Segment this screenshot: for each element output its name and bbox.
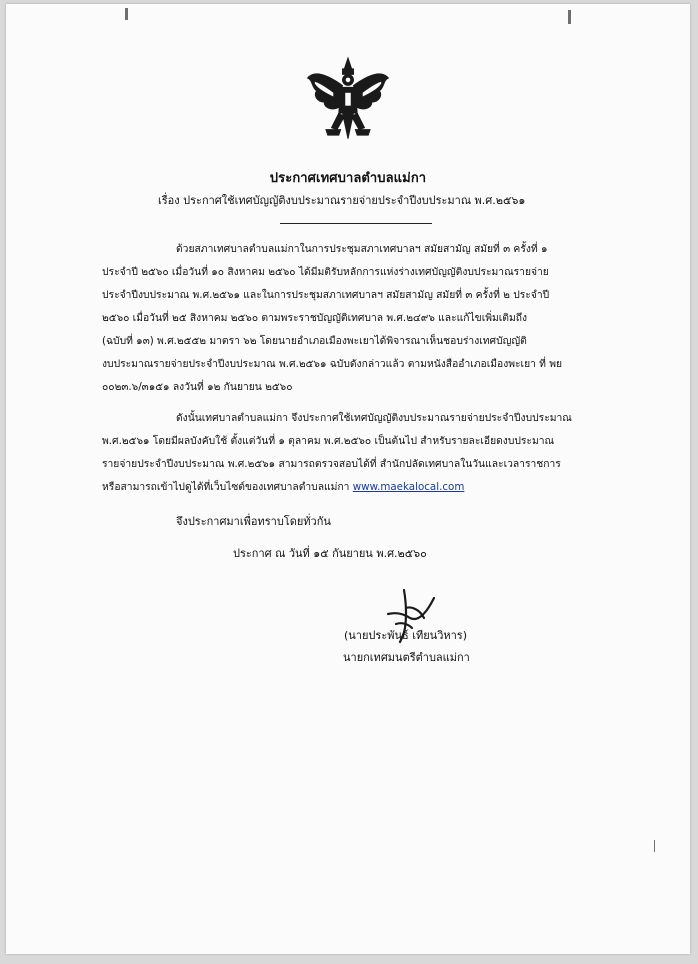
paragraph-line-text: หรือสามารถเข้าไปดูได้ที่เว็บไซต์ของเทศบาลตำบลแม่กา <box>102 481 353 493</box>
garuda-emblem-icon <box>302 56 394 148</box>
paragraph-line: ประจำปีงบประมาณ พ.ศ.๒๕๖๑ และในการประชุมสภาเทศบาลฯ สมัยสามัญ สมัยที่ ๓ ครั้งที่ ๒ ประจำปี <box>102 289 550 301</box>
signer-title: นายกเทศมนตรีตำบลแม่กา <box>343 651 470 664</box>
signer-name: (นายประพันธ์ เทียนวิหาร) <box>344 629 467 642</box>
document-page <box>6 4 690 954</box>
announcement-date: ประกาศ ณ วันที่ ๑๕ กันยายน พ.ศ.๒๕๖๐ <box>233 547 427 560</box>
scan-speck <box>654 840 655 852</box>
closing-statement: จึงประกาศมาเพื่อทราบโดยทั่วกัน <box>176 515 331 528</box>
paragraph-line: ประจำปี ๒๕๖๐ เมื่อวันที่ ๑๐ สิงหาคม ๒๕๖๐ ได้มีมติรับหลักการแห่งร่างเทศบัญญัติงบประมาณรายจ่าย <box>102 266 549 278</box>
paragraph-council-resolution <box>102 238 656 399</box>
paragraph-line: ๒๕๖๐ เมื่อวันที่ ๒๕ สิงหาคม ๒๕๖๐ ตามพระราชบัญญัติเทศบาล พ.ศ.๒๔๙๖ และแก้ไขเพิ่มเติมถึง <box>102 312 528 324</box>
document-title: ประกาศเทศบาลตำบลแม่กา <box>269 171 427 186</box>
paragraph-line: (ฉบับที่ ๑๓) พ.ศ.๒๕๕๒ มาตรา ๖๒ โดยนายอำเภอเมืองพะเยาได้พิจารณาเห็นชอบร่างเทศบัญญัติ <box>102 335 527 347</box>
paragraph-line: พ.ศ.๒๕๖๑ โดยมีผลบังคับใช้ ตั้งแต่วันที่ ๑ ตุลาคม พ.ศ.๒๕๖๐ เป็นต้นไป สำหรับรายละเอียดงบประมาณ <box>102 435 555 447</box>
paragraph-line: งบประมาณรายจ่ายประจำปีงบประมาณ พ.ศ.๒๕๖๑ ฉบับดังกล่าวแล้ว ตามหนังสืออำเภอเมืองพะเยา ที่ พย <box>102 358 563 370</box>
document-subject: เรื่อง ประกาศใช้เทศบัญญัติงบประมาณรายจ่ายประจำปีงบประมาณ พ.ศ.๒๕๖๑ <box>158 194 526 207</box>
paragraph-line: ๐๐๒๓.๖/๓๑๕๑ ลงวันที่ ๑๒ กันยายน ๒๕๖๐ <box>102 381 293 393</box>
paragraph-announcement <box>102 407 656 499</box>
paragraph-line-with-link <box>102 476 656 499</box>
scan-speck <box>568 10 571 24</box>
title-divider <box>280 223 432 224</box>
paragraph-line: ด้วยสภาเทศบาลตำบลแม่กาในการประชุมสภาเทศบาลฯ สมัยสามัญ สมัยที่ ๓ ครั้งที่ ๑ <box>176 243 548 255</box>
scan-speck <box>125 8 128 20</box>
paragraph-line: ดังนั้นเทศบาลตำบลแม่กา จึงประกาศใช้เทศบัญญัติงบประมาณรายจ่ายประจำปีงบประมาณ <box>176 412 572 424</box>
paragraph-line: รายจ่ายประจำปีงบประมาณ พ.ศ.๒๕๖๑ สามารถตรวจสอบได้ที่ สำนักปลัดเทศบาลในวันและเวลาราชการ <box>102 458 561 470</box>
website-link[interactable]: www.maekalocal.com <box>352 481 465 493</box>
